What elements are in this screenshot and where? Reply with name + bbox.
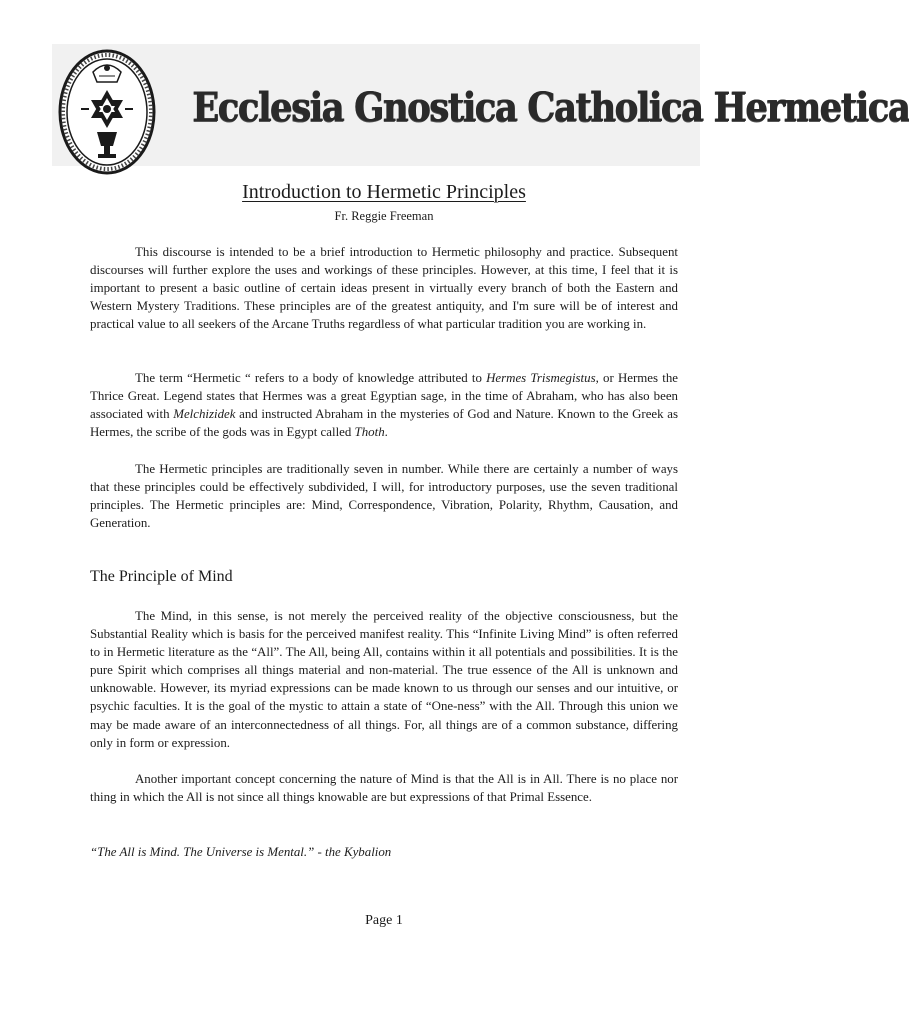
paragraph-intro xyxy=(90,243,678,333)
italic-text: Thoth xyxy=(354,425,385,440)
section-heading: The Principle of Mind xyxy=(90,568,233,585)
document-title: Introduction to Hermetic Principles xyxy=(242,181,526,203)
paragraph-hermetic-term xyxy=(90,369,678,441)
organization-name: Ecclesia Gnostica Catholica Hermetica xyxy=(192,84,909,131)
kybalion-quote: “The All is Mind. The Universe is Mental.” - the Kybalion xyxy=(90,845,392,859)
italic-text: Melchizidek xyxy=(173,407,236,422)
paragraph-text: The Hermetic principles are traditionally seven in number. While there are certainly a number of ways that these principles could be effectively subdivided, I will, for introductory purposes, use the seven traditional principles. The Hermetic principles are: Mind, Correspondence, Vibration, Polarity, Rhythm, Causation, and Generation. xyxy=(90,462,678,531)
paragraph-seven-principles xyxy=(90,460,678,532)
paragraph-text: This discourse is intended to be a brief introduction to Hermetic philosophy and practice. Subsequent discourses will further explore the uses and workings of these principles. However, at this time, I feel that it is important to present a basic outline of certain ideas present in virtually every branch of both the Eastern and Western Mystery Traditions. These principles are of the greatest antiquity, and I'm sure will be of interest and practical value to all seekers of the Arcane Truths regardless of what particular tradition you are working in. xyxy=(90,245,678,332)
paragraph-text: Another important concept concerning the nature of Mind is that the All is in All. There is no place nor thing in which the All is not since all things knowable are but expressions of that Primal Essence. xyxy=(90,772,678,805)
paragraph-text: and instructed Abraham in the mysteries of God and Nature. Known to the Greek as Hermes, the scribe of the gods was in Egypt called xyxy=(90,407,678,440)
italic-text: Hermes Trismegistus, xyxy=(486,371,599,385)
paragraph-text: The Mind, in this sense, is not merely the perceived reality of the objective consciousness, but the Substantial Reality which is basis for the perceived manifest reality. This “Infinite Living Mind” is often referred to in Hermetic literature as the “All”. The All, being All, contains within it all potentials and possibilities. It is the pure Spirit which comprises all things material and non-material. The true essence of the All is unknown and unknowable. However, its myriad expressions can be made known to us through our senses and our intuitive, or psychic faculties. It is the goal of the mystic to attain a state of “One-ness” with the All. Through this union we may be made aware of an interconnectedness of all things. For, all things are of a common substance, differing only in form or expression. xyxy=(90,609,678,750)
paragraph-text: . xyxy=(384,425,388,440)
document-author: Fr. Reggie Freeman xyxy=(334,209,434,223)
paragraph-text: or Hermes the Thrice Great. Legend states that Hermes was a great Egyptian sage, in the time of Abraham, who has also been associated with xyxy=(90,371,678,422)
paragraph-all-in-all xyxy=(90,770,678,806)
page-number: Page 1 xyxy=(365,913,403,928)
paragraph-text: The term “Hermetic “ refers to a body of knowledge attributed to xyxy=(135,371,487,385)
seal-emblem xyxy=(57,48,157,176)
paragraph-mind xyxy=(90,607,678,752)
